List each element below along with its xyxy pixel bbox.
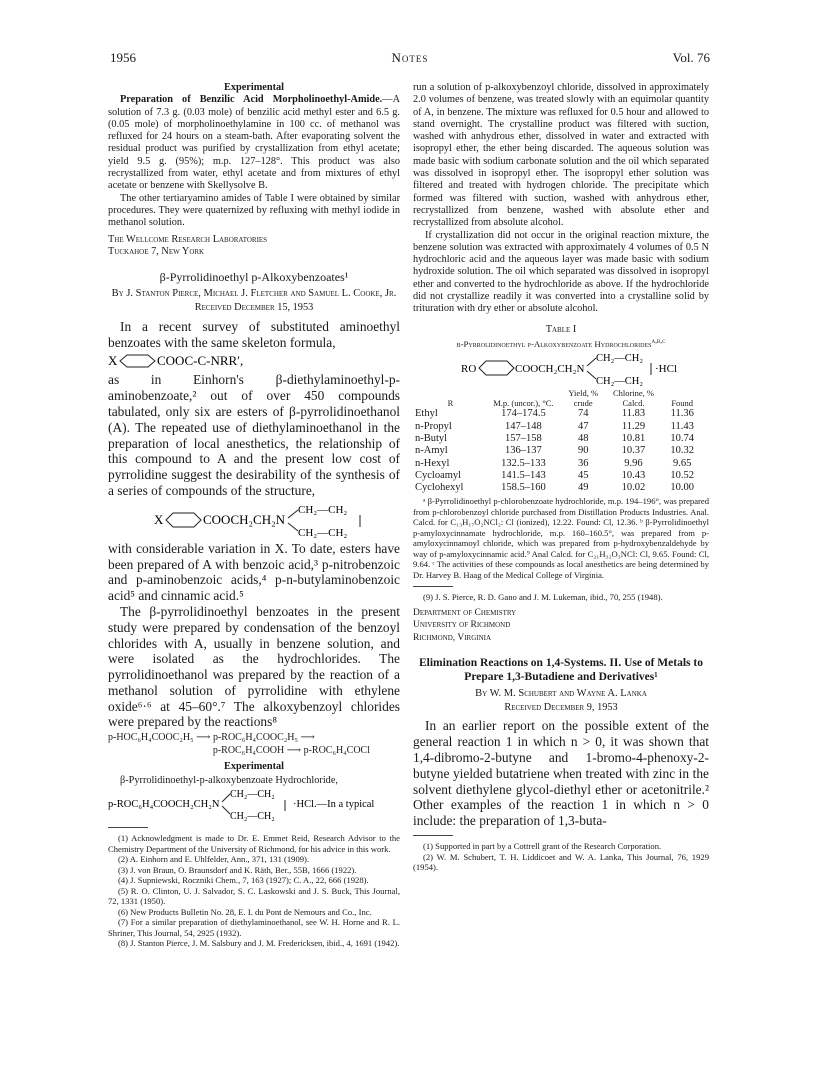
paragraph: as in Einhorn's β-diethylaminoethyl-p-aminobenzoate,² out of over 450 compounds tabulated, only six are esters of β-pyrrolidinoethanol (A). The repeated use of diethylaminoethanol in the preparation of local anesthetics, the relationship of this compound to A and the present low cost of pyrrolidine suggest the desirability of the synthesis of a series of compounds of the structure,	[108, 372, 400, 498]
volume-label: Vol. 76	[672, 50, 710, 65]
ring-bottom-label: CH₂—CH₂	[596, 376, 643, 388]
bond-line	[222, 794, 230, 802]
table-cell: 158.5–160	[501, 482, 546, 494]
column-header: Chlorine, % Calcd.	[612, 388, 655, 408]
authors: By J. Stanton Pierce, Michael J. Fletcher and Samuel L. Cooke, Jr.	[111, 288, 397, 300]
table-cell: 141.5–143	[501, 469, 546, 481]
left-column	[108, 82, 400, 949]
paragraph: The other tertiaryamino amides of Table I were obtained by similar procedures. They were quaternized by refluxing with methyl iodide in methanol solution.	[108, 192, 400, 229]
table-row	[413, 470, 705, 482]
table-cell: 10.02	[621, 482, 646, 494]
paragraph: If crystallization did not occur in the original reaction mixture, the benzene solution was extracted with approximately 4 volumes of 0.5 N hydrochloric acid and the aqueous layer was made basic with sodium hydroxide solution. The oil which separated was dissolved in isopropyl ether and converted to the hydrochloride as above. If the hydrochloride did not crystallize readily it was converted into a crystalline solid by trituration with dry ether or absolute alcohol.	[413, 229, 709, 315]
affiliation: The Wellcome Research Laboratories	[108, 233, 268, 245]
paragraph: In an earlier report on the possible extent of the general reaction 1 in which n > 0, it was shown that 1,4-dibromo-2-butyne and 1-bromo-4-phenoxy-2-butyne yielded butatriene when treated with zinc in the solvent diethylene glycol-diethyl ether or acetonitrile.² Other examples of the reaction 1 in which n > 0 include: the preparation of 1,3-buta-	[413, 718, 709, 829]
footnote: (5) R. O. Clinton, U. J. Salvador, S. C. Laskowski and J. S. Buck, This Journal, 72, 1331 (1950).	[108, 885, 400, 907]
column-header: M.p. (uncor.), °C.	[493, 397, 554, 408]
column-header: Yield, % crude	[568, 388, 599, 408]
footnote: (7) For a similar preparation of diethylaminoethanol, see W. H. Horne and R. L. Shriner, This Journal, 54, 2925 (1932).	[108, 917, 400, 938]
paragraph: The β-pyrrolidinoethyl benzoates in the present study were prepared by condensation of the benzoyl chlorides with A, usually in benzene solution, and were isolated as the hydrochlorides. The pyrrolidinoethanol was prepared by the reaction of a methanol solution of pyrrolidine with ethylene oxide⁶·⁶ at 45–60°.⁷ The alkoxybenzoyl chlorides were prepared by the reactions⁸	[108, 603, 400, 730]
affiliation: University of Richmond	[413, 620, 511, 631]
affiliation: Department of Chemistry	[413, 607, 517, 618]
table-cell: Ethyl	[415, 408, 438, 420]
footnote: (2) A. Einhorn and E. Uhlfelder, Ann., 371, 131 (1909).	[118, 854, 310, 865]
run-in-heading: β-Pyrrolidinoethyl-p-alkoxybenzoate Hydrochloride,	[120, 775, 338, 787]
paragraph: In a recent survey of substituted aminoethyl benzoates with the same skeleton formula,	[108, 318, 400, 350]
structure-formula	[108, 502, 400, 538]
table-row	[413, 433, 705, 445]
table-footnote: ᵃ β-Pyrrolidinoethyl p-chlorobenzoate hydrochloride, m.p. 194–196°, was prepared from p-chlorobenzoyl chloride purchased from Distillation Products Industries. Anal. Calcd. for C₁₃H₁₇O₂NCl₂: Cl (ionized), 12.22. Found: Cl, 12.36. ᵇ β-Pyrrolidinoethyl p-amyloxycinnamate hydrochloride, m.p. 160–160.5°, was prepared from p-amyloxycinnamoyl chloride, which was prepared from p-hydroxybenzaldehyde by way of p-amyloxycinnamic acid.⁹ Anal Calcd. for C₂₁H₃₂O₃NCl: Cl, 9.65. Found: Cl, 9.64. ᶜ The activities of these compounds as local anesthetics are being determined by Dr. Harvey B. Haag of the Medical College of Virginia.	[413, 496, 709, 580]
table-caption-text: β-Pyrrolidinoethyl p-Alkoxybenzoate Hydrochlorides	[456, 338, 652, 349]
run-in-heading: Preparation of Benzilic Acid Morpholinoethyl-Amide.	[120, 94, 383, 106]
authors: By W. M. Schubert and Wayne A. Lanka	[475, 687, 647, 699]
table-structure-formula	[413, 349, 709, 387]
column-header: Found	[671, 397, 694, 408]
table-cell: 157–158	[505, 432, 542, 444]
chain-label: p-ROC₆H₄COOCH₂CH₂N	[108, 799, 220, 811]
ring-bottom-label: CH₂—CH₂	[298, 526, 348, 538]
hydrochloride-formula	[108, 787, 400, 821]
table-cell: 10.37	[621, 445, 646, 457]
footnote-rule	[108, 827, 148, 828]
chain-label: COOCH₂CH₂N	[515, 363, 585, 376]
section-name: Notes	[391, 50, 429, 65]
article-title: β-Pyrrolidinoethyl p-Alkoxybenzoates¹	[159, 270, 349, 285]
substituent-label: X	[108, 353, 118, 369]
table-cell: 174–174.5	[501, 408, 546, 420]
table-cell: 11.29	[621, 420, 646, 432]
chain-label: COOC-C-NRR′,	[157, 353, 244, 369]
reaction-line: p-HOC₆H₄COOC₂H₅ ⟶ p-ROC₆H₄COOC₂H₅ ⟶	[108, 732, 315, 744]
footnote: (8) J. Stanton Pierce, J. M. Salsbury and J. M. Fredericksen, ibid., 4, 1691 (1942).	[118, 938, 400, 949]
table-cell: 90	[577, 445, 589, 457]
table-caption-footnote-marks: a,b,c	[651, 335, 666, 345]
ring-shape	[120, 355, 155, 367]
table-cell: n-Butyl	[415, 432, 448, 444]
paragraph: run a solution of p-alkoxybenzoyl chloride, dissolved in approximately 2.0 volumes of benzene, was treated slowly with an equimolar quantity of A, in benzene. The mixture was refluxed for 0.5 hour and allowed to stand overnight. The crystalline product was filtered with suction, washed with anhydrous ether, dissolved in water and extracted with isopropyl ether, the ether being discarded. The aqueous solution was made basic with sodium carbonate solution and the oil which separated was dissolved in isopropyl ether. The isopropyl ether solution was filtered and treated with hydrogen chloride. The precipitate which formed was filtered with suction, washed with anhydrous ether, recrystallized from benzene, washed with absolute ether and recrystallized from absolute alcohol.	[413, 82, 709, 229]
footnote-rule	[413, 835, 453, 836]
chain-label: COOCH₂CH₂N	[203, 511, 286, 527]
benzene-ring-diagram	[108, 353, 400, 369]
bond-line	[288, 523, 298, 531]
table-header-row	[413, 389, 705, 408]
table-cell: 10.32	[670, 445, 695, 457]
table-cell: 9.96	[624, 457, 643, 469]
skeleton-formula	[108, 353, 400, 369]
table-cell: n-Amyl	[415, 445, 448, 457]
ring-bottom-label: CH₂—CH₂	[230, 811, 275, 822]
table-cell: 36	[577, 457, 589, 469]
paragraph	[108, 94, 400, 192]
article-title: Elimination Reactions on 1,4-Systems. II. Use of Metals to Prepare 1,3-Butadiene and Derivatives¹	[419, 656, 703, 683]
footnote: (4) J. Supniewski, Roczniki Chem., 7, 163 (1927); C. A., 22, 666 (1928).	[118, 875, 369, 886]
table-cell: 10.00	[670, 482, 695, 494]
table-cell: 132.5–133	[501, 457, 546, 469]
hcl-label: ·HCl	[655, 363, 677, 376]
paragraph-text: —A solution of 7.3 g. (0.03 mole) of benzilic acid methyl ester and 6.5 g. (0.05 mole) of morpholinoethylamine in 100 cc. of methanol was refluxed for 24 hours on a steam-bath. After evaporating solvent the residual product was purified by crystallization from ethyl acetate; yield 9.5 g. (95%); m.p. 127–128°. This product was also recrystallized from water, ethyl acetate and from mixtures of ethyl acetate or benzene with Skellysolve B.	[108, 94, 400, 192]
table-cell: n-Propyl	[415, 420, 452, 432]
table-cell: n-Hexyl	[415, 457, 450, 469]
table-cell: 11.83	[621, 408, 646, 420]
footnote: (3) J. von Braun, O. Braunsdorf and K. Räth, Ber., 55B, 1666 (1922).	[118, 864, 357, 875]
bond-line	[587, 358, 596, 366]
table-cell: 74	[577, 408, 589, 420]
paragraph: with considerable variation in X. To date, esters have been prepared of A with benzoic acid,³ p-nitrobenzoic and p-aminobenzoic acids,⁴ p-n-butylaminobenzoic acid⁵ and cinnamic acid.⁵	[108, 540, 400, 604]
table-row	[413, 458, 705, 470]
table-row	[413, 482, 705, 494]
table-cell: 10.74	[670, 432, 695, 444]
footnote: (1) Acknowledgment is made to Dr. E. Emmet Reid, Research Advisor to the Chemistry Department of the University of Richmond, for his advice in this work.	[108, 833, 400, 854]
table-label: Table I	[545, 323, 577, 335]
ring-top-label: CH₂—CH₂	[298, 503, 348, 516]
table-cell: Cycloamyl	[415, 469, 462, 481]
hydrochloride-structure-diagram	[108, 787, 400, 821]
bond-line	[288, 510, 298, 518]
table-row	[413, 445, 705, 457]
substituent-label: RO	[461, 363, 477, 376]
table-cell: Cyclohexyl	[415, 482, 464, 494]
footnote: (9) J. S. Pierce, R. D. Gano and J. M. Lukeman, ibid., 70, 255 (1948).	[423, 592, 663, 603]
section-heading: Experimental	[223, 82, 285, 93]
ring-shape	[166, 513, 201, 527]
table-cell: 47	[577, 420, 589, 432]
column-header: R	[447, 397, 454, 408]
footnotes	[413, 841, 709, 873]
table-cell: 9.65	[673, 457, 692, 469]
received-date: Received December 9, 1953	[504, 702, 618, 714]
right-column	[413, 82, 709, 873]
table-caption	[413, 336, 709, 349]
table-cell: 136–137	[505, 445, 542, 457]
received-date: Received December 15, 1953	[194, 302, 314, 314]
bond-line	[222, 806, 230, 814]
data-table	[413, 389, 705, 494]
table-cell: 11.43	[670, 420, 694, 432]
reaction-line: p-ROC₆H₄COOH ⟶ p-ROC₆H₄COCl	[212, 744, 370, 756]
footnote: (1) Supported in part by a Cottrell grant of the Research Corporation.	[423, 841, 662, 851]
table-cell: 147–148	[505, 420, 542, 432]
bond-line	[587, 371, 596, 379]
ring-shape	[479, 361, 514, 375]
table-row	[413, 421, 705, 433]
table-cell: 11.36	[670, 408, 694, 420]
table-cell: 49	[577, 482, 589, 494]
table-cell: 10.52	[670, 469, 695, 481]
pyrrolidine-structure-diagram	[108, 502, 400, 538]
ring-top-label: CH₂—CH₂	[230, 789, 275, 801]
section-heading: Experimental	[223, 760, 285, 772]
hcl-label: ·HCl.—In a typical	[293, 799, 375, 811]
footnote: (2) W. M. Schubert, T. H. Liddicoet and W. A. Lanka, This Journal, 76, 1929 (1954).	[413, 851, 709, 872]
footnote: (6) New Products Bulletin No. 28, E. I. du Pont de Nemours and Co., Inc.	[118, 906, 372, 917]
table-cell: 48	[577, 432, 589, 444]
table-structure-diagram	[413, 349, 709, 387]
substituent-label: X	[154, 511, 164, 527]
table-cell: 45	[577, 469, 589, 481]
affiliation: Richmond, Virginia	[413, 632, 492, 643]
table-row	[413, 408, 705, 420]
page-number: 1956	[110, 50, 136, 65]
table-cell: 10.81	[621, 432, 646, 444]
footnotes	[108, 833, 400, 949]
table-cell: 10.43	[621, 469, 646, 481]
ring-top-label: CH₂—CH₂	[596, 353, 643, 365]
affiliation: Tuckahoe 7, New York	[108, 245, 205, 257]
footnote-rule	[413, 586, 453, 587]
